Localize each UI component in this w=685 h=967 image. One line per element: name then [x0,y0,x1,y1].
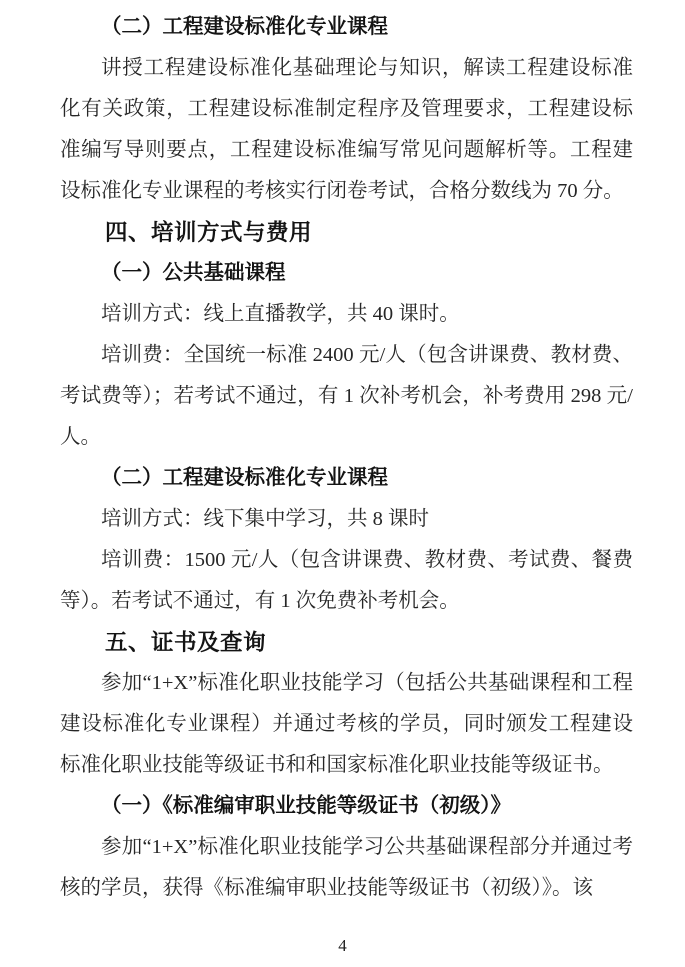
body-paragraph: 参加“1+X”标准化职业技能学习公共基础课程部分并通过考核的学员，获得《标准编审职业技能等级证书（初级）》。该 [60,836,633,899]
body-paragraph: 讲授工程建设标准化基础理论与知识，解读工程建设标准化有关政策，工程建设标准制定程序及管理要求，工程建设标准编写导则要点，工程建设标准编写常见问题解析等。工程建设标准化专业课程的考核实行闭卷考试，合格分数线为 70 分。 [60,57,633,202]
body-paragraph: 培训费：全国统一标准 2400 元/人（包含讲课费、教材费、考试费等）；若考试不通过，有 1 次补考机会，补考费用 298 元/人。 [60,344,633,448]
subsection-heading: （一）《标准编审职业技能等级证书（初级）》 [101,795,511,817]
body-paragraph: 参加“1+X”标准化职业技能学习（包括公共基础课程和工程建设标准化专业课程）并通过考核的学员，同时颁发工程建设标准化职业技能等级证书和和国家标准化职业技能等级证书。 [60,672,633,776]
page-number: 4 [338,936,347,955]
section-heading: 四、培训方式与费用 [105,220,313,245]
section-heading: 五、证书及查询 [105,630,267,655]
body-paragraph: 培训费：1500 元/人（包含讲课费、教材费、考试费、餐费等）。若考试不通过，有 1 次免费补考机会。 [60,549,633,612]
body-paragraph: 培训方式：线下集中学习，共 8 课时 [101,508,429,530]
subsection-heading: （一）公共基础课程 [101,262,286,284]
body-paragraph: 培训方式：线上直播教学，共 40 课时。 [101,303,460,325]
subsection-heading: （二）工程建设标准化专业课程 [101,467,388,489]
subsection-heading: （二）工程建设标准化专业课程 [101,16,388,38]
